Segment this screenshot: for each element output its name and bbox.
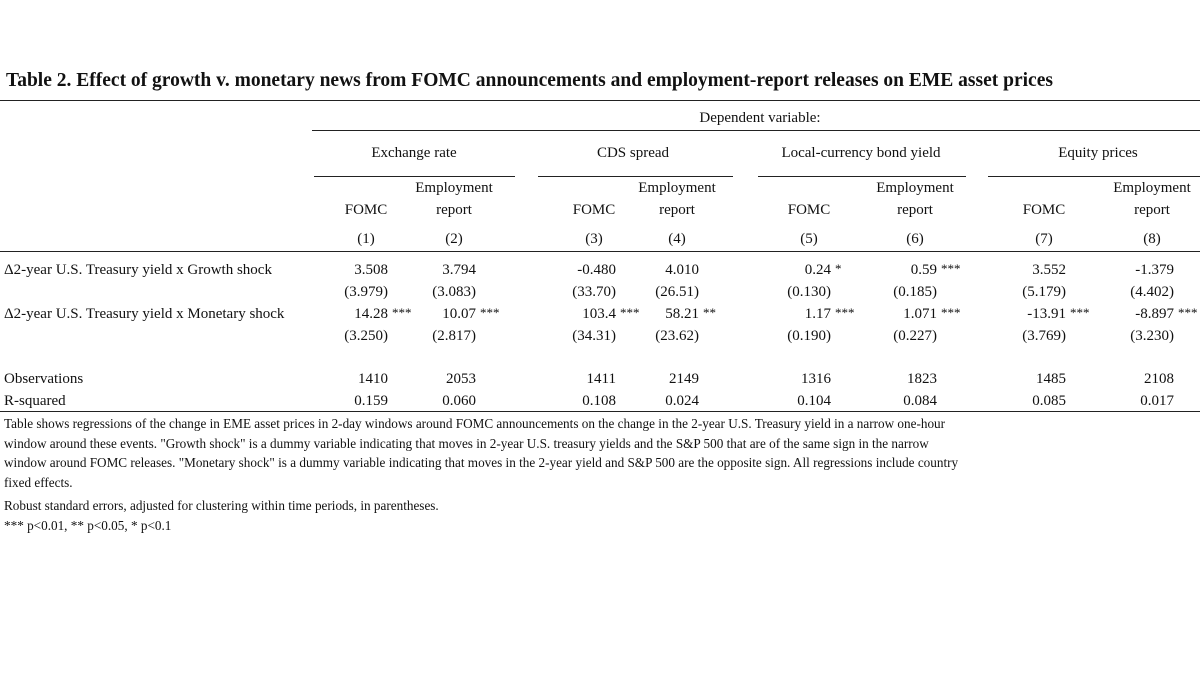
- r-squared-cell: 0.159: [354, 393, 388, 409]
- coefficient-cell: 0.24: [804, 262, 831, 278]
- significance-stars: **: [703, 305, 716, 320]
- note-line: fixed effects.: [4, 474, 73, 490]
- column-number: (1): [357, 231, 375, 247]
- column-group-rule: [538, 176, 733, 177]
- observations-cell: 2149: [669, 371, 699, 387]
- coefficient-cell: 1.071: [903, 306, 937, 322]
- employment-header-line1: Employment: [415, 180, 493, 196]
- coefficient-cell: 3.552: [1032, 262, 1066, 278]
- r-squared-cell: 0.104: [797, 393, 831, 409]
- employment-header-line2: report: [659, 202, 695, 218]
- observations-cell: 1485: [1036, 371, 1066, 387]
- coefficient-cell: -8.897: [1135, 306, 1174, 322]
- coefficient-cell: 1.17: [804, 306, 831, 322]
- std-error-cell: (33.70): [572, 284, 616, 300]
- r-squared-cell: 0.085: [1032, 393, 1066, 409]
- footnote-line: *** p<0.01, ** p<0.05, * p<0.1: [4, 517, 172, 533]
- column-group-label: Equity prices: [1058, 145, 1138, 161]
- coefficient-cell: 0.59: [910, 262, 937, 278]
- column-number: (3): [585, 231, 603, 247]
- row-label: R-squared: [4, 393, 66, 409]
- row-label: Observations: [4, 371, 84, 387]
- observations-cell: 1410: [358, 371, 388, 387]
- std-error-cell: (0.227): [893, 328, 937, 344]
- significance-stars: ***: [941, 261, 961, 276]
- column-group-rule: [314, 176, 515, 177]
- significance-stars: ***: [835, 305, 855, 320]
- significance-stars: ***: [1178, 305, 1198, 320]
- r-squared-cell: 0.084: [903, 393, 937, 409]
- observations-cell: 2053: [446, 371, 476, 387]
- column-number: (5): [800, 231, 818, 247]
- observations-cell: 1823: [907, 371, 937, 387]
- coefficient-cell: -13.91: [1027, 306, 1066, 322]
- employment-header-line2: report: [1134, 202, 1170, 218]
- row-label: Δ2-year U.S. Treasury yield x Monetary shock: [4, 306, 285, 322]
- coefficient-cell: 3.508: [354, 262, 388, 278]
- dependent-variable-rule: [312, 130, 1200, 131]
- column-number: (2): [445, 231, 463, 247]
- employment-header-line1: Employment: [638, 180, 716, 196]
- std-error-cell: (4.402): [1130, 284, 1174, 300]
- r-squared-cell: 0.060: [442, 393, 476, 409]
- note-line: window around these events. "Growth shock" is a dummy variable indicating that moves in 2-year U.S. treasury yields and the S&P 500 that are of the same sign in the narrow: [4, 435, 929, 451]
- column-number: (8): [1143, 231, 1161, 247]
- column-number: (6): [906, 231, 924, 247]
- coefficient-cell: -0.480: [577, 262, 616, 278]
- observations-cell: 1316: [801, 371, 831, 387]
- observations-cell: 1411: [586, 371, 616, 387]
- significance-stars: ***: [1070, 305, 1090, 320]
- significance-stars: ***: [941, 305, 961, 320]
- std-error-cell: (34.31): [572, 328, 616, 344]
- title-rule: [0, 100, 1200, 101]
- std-error-cell: (3.979): [344, 284, 388, 300]
- significance-stars: *: [835, 261, 842, 276]
- fomc-header: FOMC: [787, 202, 831, 218]
- coefficient-cell: 3.794: [442, 262, 476, 278]
- std-error-cell: (0.130): [787, 284, 831, 300]
- std-error-cell: (23.62): [655, 328, 699, 344]
- significance-stars: ***: [392, 305, 412, 320]
- column-group-label: Exchange rate: [371, 145, 457, 161]
- r-squared-cell: 0.108: [582, 393, 616, 409]
- coefficient-cell: 4.010: [665, 262, 699, 278]
- r-squared-cell: 0.017: [1140, 393, 1174, 409]
- employment-header-line1: Employment: [1113, 180, 1191, 196]
- coefficient-cell: -1.379: [1135, 262, 1174, 278]
- row-label: Δ2-year U.S. Treasury yield x Growth shock: [4, 262, 272, 278]
- significance-stars: ***: [480, 305, 500, 320]
- std-error-cell: (26.51): [655, 284, 699, 300]
- fomc-header: FOMC: [572, 202, 616, 218]
- coefficient-cell: 14.28: [354, 306, 388, 322]
- std-error-cell: (5.179): [1022, 284, 1066, 300]
- std-error-cell: (3.083): [432, 284, 476, 300]
- bottom-rule: [0, 411, 1200, 412]
- significance-stars: ***: [620, 305, 640, 320]
- column-group-rule: [988, 176, 1200, 177]
- column-group-label: CDS spread: [596, 145, 670, 161]
- note-line: window around FOMC releases. "Monetary shock" is a dummy variable indicating that moves in the 2-year yield and S&P 500 are the opposite sign. All regressions include country: [4, 455, 959, 470]
- std-error-cell: (0.185): [893, 284, 937, 300]
- std-error-cell: (3.250): [344, 328, 388, 344]
- std-error-cell: (3.769): [1022, 328, 1066, 344]
- header-rule: [0, 251, 1200, 252]
- note-line: Table shows regressions of the change in EME asset prices in 2-day windows around FOMC announcements on the change in the 2-year U.S. Treasury yield in a narrow one-hour: [4, 416, 946, 431]
- table-title: Table 2. Effect of growth v. monetary news from FOMC announcements and employment-report releases on EME asset prices: [6, 70, 1053, 91]
- std-error-cell: (3.230): [1130, 328, 1174, 344]
- coefficient-cell: 10.07: [442, 306, 476, 322]
- fomc-header: FOMC: [1022, 202, 1066, 218]
- column-number: (4): [668, 231, 686, 247]
- coefficient-cell: 58.21: [665, 306, 699, 322]
- employment-header-line1: Employment: [876, 180, 954, 196]
- std-error-cell: (0.190): [787, 328, 831, 344]
- coefficient-cell: 103.4: [582, 306, 616, 322]
- column-group-rule: [758, 176, 966, 177]
- footnote-line: Robust standard errors, adjusted for clustering within time periods, in parentheses.: [4, 498, 439, 513]
- fomc-header: FOMC: [344, 202, 388, 218]
- column-number: (7): [1035, 231, 1053, 247]
- dependent-variable-label: Dependent variable:: [699, 110, 821, 126]
- employment-header-line2: report: [436, 202, 472, 218]
- employment-header-line2: report: [897, 202, 933, 218]
- column-group-label: Local-currency bond yield: [781, 145, 941, 161]
- std-error-cell: (2.817): [432, 328, 476, 344]
- r-squared-cell: 0.024: [665, 393, 699, 409]
- observations-cell: 2108: [1144, 371, 1174, 387]
